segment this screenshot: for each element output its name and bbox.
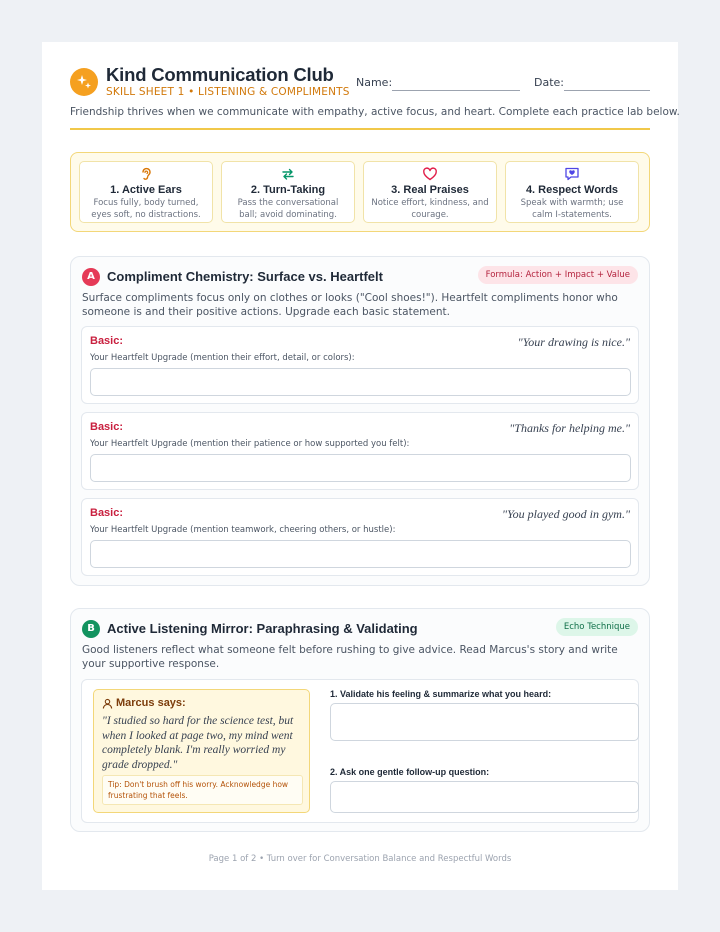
- section-badge: B: [82, 620, 100, 638]
- technique-pill: Echo Technique: [556, 618, 638, 636]
- pillar-desc: Pass the conversational ball; avoid dominating.: [237, 198, 339, 220]
- tip-box: Tip: Don't brush off his worry. Acknowledge how frustrating that feels.: [102, 775, 303, 805]
- pillar-active-ears: [79, 161, 213, 223]
- header-divider: [70, 128, 650, 130]
- skill-sheet-page: [42, 42, 678, 890]
- compliment-item: [81, 498, 639, 576]
- basic-quote: "Thanks for helping me.": [509, 421, 630, 435]
- upgrade-answer-box[interactable]: [90, 454, 631, 482]
- upgrade-hint: Your Heartfelt Upgrade (mention teamwork, cheering others, or hustle):: [90, 525, 396, 535]
- section-badge: A: [82, 268, 100, 286]
- page-title: Kind Communication Club: [106, 64, 334, 85]
- pillar-respect-words: [505, 161, 639, 223]
- page-footer: Page 1 of 2 • Turn over for Conversation Balance and Respectful Words: [208, 854, 512, 864]
- question-2-answer-box[interactable]: [330, 781, 639, 813]
- compliment-item: [81, 326, 639, 404]
- date-field[interactable]: [564, 90, 650, 91]
- ear-icon: [138, 166, 154, 182]
- pillar-title: 2. Turn-Taking: [250, 184, 326, 196]
- basic-label: Basic:: [90, 507, 124, 519]
- upgrade-hint: Your Heartfelt Upgrade (mention their effort, detail, or colors):: [90, 353, 355, 363]
- speaker-label: Marcus says:: [116, 697, 186, 709]
- pillar-turn-taking: [221, 161, 355, 223]
- question-1-label: 1. Validate his feeling & summarize what you heard:: [330, 689, 552, 699]
- section-title: Active Listening Mirror: Paraphrasing & Validating: [107, 621, 418, 636]
- listening-lab: [81, 679, 639, 823]
- pillar-desc: Speak with warmth; use calm I-statements.: [520, 198, 624, 220]
- upgrade-answer-box[interactable]: [90, 368, 631, 396]
- basic-quote: "Your drawing is nice.": [517, 335, 630, 349]
- basic-label: Basic:: [90, 335, 124, 347]
- upgrade-answer-box[interactable]: [90, 540, 631, 568]
- basic-label: Basic:: [90, 421, 124, 433]
- intro-text: Friendship thrives when we communicate with empathy, active focus, and heart. Complete each practice lab below.: [70, 106, 680, 118]
- pillars-panel: [70, 152, 650, 232]
- upgrade-hint: Your Heartfelt Upgrade (mention their patience or how supported you felt):: [90, 439, 410, 449]
- marcus-quote: "I studied so hard for the science test, but when I looked at page two, my mind went completely blank. I'm really worried my grade dropped.": [102, 715, 294, 771]
- pillar-title: 3. Real Praises: [391, 184, 469, 196]
- page-subtitle: SKILL SHEET 1 • LISTENING & COMPLIMENTS: [106, 86, 350, 98]
- pillar-title: 1. Active Ears: [110, 184, 182, 196]
- chat-heart-icon: [564, 166, 580, 182]
- question-2-label: 2. Ask one gentle follow-up question:: [330, 767, 490, 777]
- heart-icon: [422, 166, 438, 182]
- section-desc: Good listeners reflect what someone felt before rushing to give advice. Read Marcus's story and write your supportive response.: [82, 644, 618, 670]
- date-label: Date:: [534, 76, 564, 89]
- person-icon: [102, 698, 113, 709]
- pillar-desc: Focus fully, body turned, eyes soft, no distractions.: [91, 198, 201, 220]
- question-1-answer-box[interactable]: [330, 703, 639, 741]
- section-b-card: [70, 608, 650, 832]
- name-label: Name:: [356, 76, 393, 89]
- formula-pill: Formula: Action + Impact + Value: [478, 266, 638, 284]
- section-title: Compliment Chemistry: Surface vs. Heartfelt: [107, 269, 383, 284]
- marcus-story: [93, 689, 310, 813]
- section-a-card: [70, 256, 650, 586]
- name-field[interactable]: [392, 90, 520, 91]
- swap-arrows-icon: [280, 166, 296, 182]
- pillar-title: 4. Respect Words: [525, 184, 619, 196]
- sheet-header: [70, 66, 650, 100]
- pillar-real-praises: [363, 161, 497, 223]
- section-desc: Surface compliments focus only on clothes or looks ("Cool shoes!"). Heartfelt compliments honor who someone is and their positive actions. Upgrade each basic statement.: [82, 292, 618, 318]
- pillar-desc: Notice effort, kindness, and courage.: [371, 198, 489, 220]
- basic-quote: "You played good in gym.": [502, 507, 630, 521]
- compliment-item: [81, 412, 639, 490]
- sparkle-icon: [70, 68, 98, 96]
